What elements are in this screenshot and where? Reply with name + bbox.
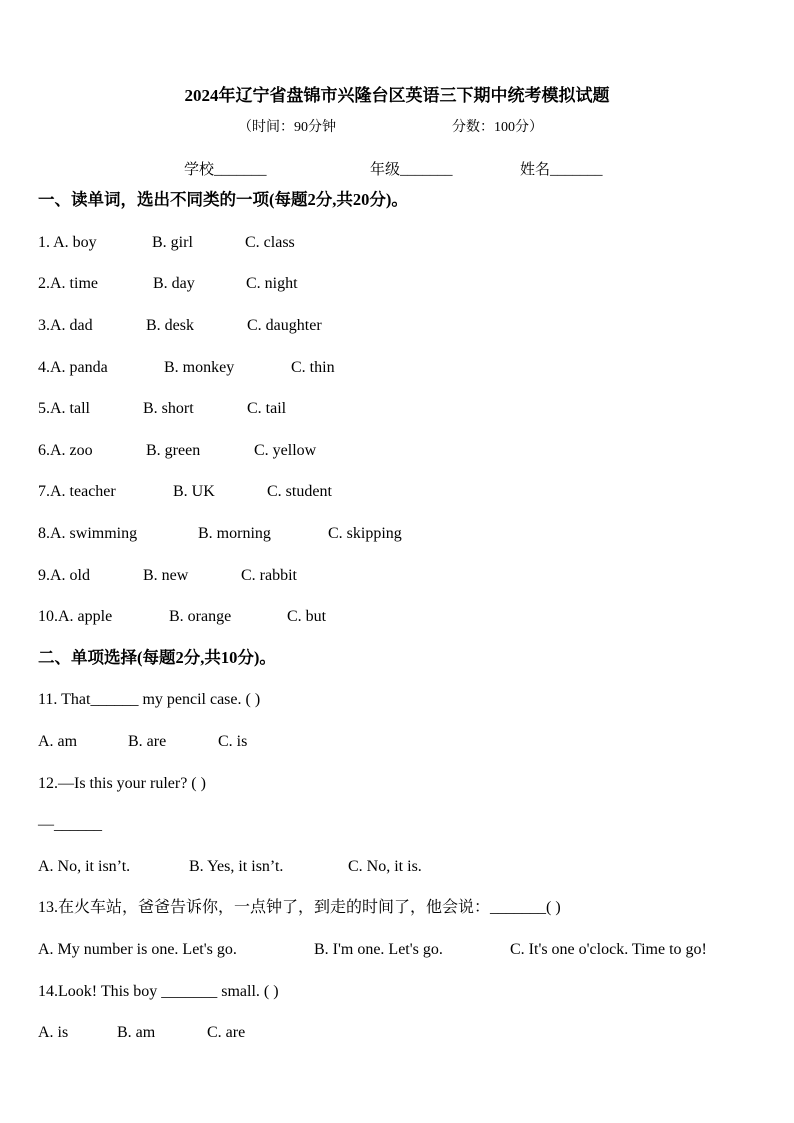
option-b: B. green: [146, 442, 201, 459]
question-12: 12.—Is this your ruler? ( ): [38, 775, 206, 792]
option-b: B. UK: [173, 483, 215, 500]
option-c: C. rabbit: [241, 567, 297, 584]
option-a: A. boy: [53, 234, 97, 251]
option-a: A. zoo: [50, 442, 93, 459]
option-b: B. Yes, it isn’t.: [189, 858, 284, 875]
score-label: 分数：100分）: [452, 120, 543, 135]
question-number: 10.: [38, 608, 58, 625]
grade-field: 年级_______: [370, 162, 453, 178]
name-field: 姓名_______: [520, 162, 603, 178]
option-c: C. thin: [291, 359, 335, 376]
option-b: B. new: [143, 567, 189, 584]
question-8: [38, 524, 402, 544]
question-6: [38, 441, 317, 461]
question-11: 11. That______ my pencil case. ( ): [38, 691, 261, 708]
question-14-options: [38, 1023, 246, 1043]
question-number: 1.: [38, 234, 54, 251]
section1-heading: 一、读单词，选出不同类的一项(每题2分,共20分)。: [38, 190, 408, 209]
page-title: 2024年辽宁省盘锦市兴隆台区英语三下期中统考模拟试题: [184, 86, 610, 105]
option-b: B. orange: [169, 608, 232, 625]
option-a: A. teacher: [50, 483, 116, 500]
option-b: B. am: [117, 1024, 156, 1041]
question-12-options: [38, 857, 422, 877]
option-a: A. tall: [50, 400, 90, 417]
option-a: A. dad: [50, 317, 93, 334]
option-c: C. are: [207, 1024, 246, 1041]
option-c: C. It's one o'clock. Time to go!: [510, 941, 707, 958]
option-c: C. night: [246, 275, 298, 292]
question-7: [38, 482, 332, 502]
option-b: B. are: [128, 733, 167, 750]
section2-heading: 二、单项选择(每题2分,共10分)。: [38, 648, 276, 667]
option-c: C. tail: [247, 400, 287, 417]
option-b: B. girl: [152, 234, 193, 251]
question-number: 2.: [38, 275, 50, 292]
question-number: 5.: [38, 400, 50, 417]
option-c: C. yellow: [254, 442, 317, 459]
option-a: A. apple: [58, 608, 113, 625]
option-b: B. day: [153, 275, 195, 292]
option-a: A. time: [50, 275, 98, 292]
question-number: 3.: [38, 317, 50, 334]
question-13-options: [38, 940, 707, 960]
option-b: B. desk: [146, 317, 194, 334]
question-5: [38, 399, 287, 419]
question-3: [38, 316, 322, 336]
option-a: A. panda: [50, 359, 108, 376]
time-label: （时间：90分钟: [238, 120, 336, 135]
option-b: B. monkey: [164, 359, 235, 376]
option-a: A. My number is one. Let's go.: [38, 941, 237, 958]
option-b: B. morning: [198, 525, 271, 542]
option-a: A. No, it isn’t.: [38, 858, 131, 875]
option-c: C. No, it is.: [348, 858, 422, 875]
question-number: 6.: [38, 442, 50, 459]
question-number: 4.: [38, 359, 50, 376]
option-a: A. is: [38, 1024, 69, 1041]
question-number: 7.: [38, 483, 50, 500]
option-a: A. old: [50, 567, 90, 584]
question-number: 9.: [38, 567, 50, 584]
question-4: [38, 358, 335, 378]
option-a: A. am: [38, 733, 78, 750]
option-b: B. short: [143, 400, 194, 417]
option-c: C. but: [287, 608, 327, 625]
question-11-options: [38, 732, 248, 752]
option-b: B. I'm one. Let's go.: [314, 941, 443, 958]
option-a: A. swimming: [50, 525, 138, 542]
school-field: 学校_______: [184, 162, 267, 178]
option-c: C. is: [218, 733, 248, 750]
answer-blank: —______: [38, 816, 102, 833]
question-14: 14.Look! This boy _______ small. ( ): [38, 983, 279, 1000]
option-c: C. student: [267, 483, 332, 500]
question-2: [38, 274, 298, 294]
option-c: C. skipping: [328, 525, 402, 542]
option-c: C. class: [245, 234, 295, 251]
question-13: 13.在火车站，爸爸告诉你，一点钟了，到走的时间了，他会说：_______( ): [38, 899, 561, 916]
question-1: [38, 233, 295, 253]
question-number: 8.: [38, 525, 50, 542]
option-c: C. daughter: [247, 317, 322, 334]
question-10: [38, 607, 327, 627]
question-9: [38, 566, 297, 586]
